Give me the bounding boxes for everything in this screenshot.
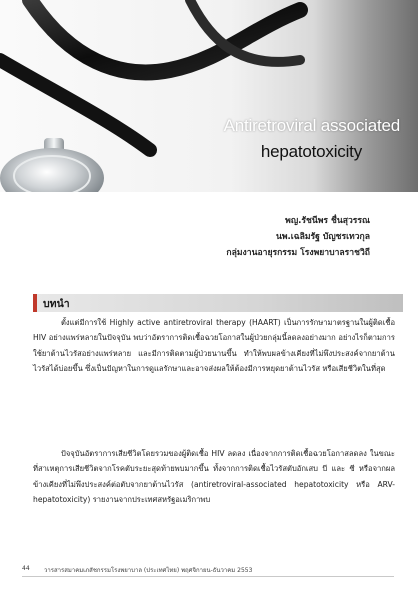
author-name: นพ.เฉลิมรัฐ บัญชรเทวกุล [276,232,370,242]
author-block [226,213,370,261]
section-heading: บทนำ [43,298,70,310]
header-banner [0,0,418,192]
section-heading-bar [33,294,403,312]
page-footer [22,565,394,577]
page-number: 44 [22,565,30,572]
author-name: พญ.รัชนีพร ชื่นสุวรรณ [285,216,370,226]
journal-footer-text: วารสารสมาคมเภสัชกรรมโรงพยาบาล (ประเทศไทย) พฤศจิกายน-ธันวาคม 2553 [44,567,253,574]
footer-divider [22,576,394,577]
article-title-line-2: hepatotoxicity [260,142,362,161]
article-title-line-1: Antiretroviral associated [223,116,400,135]
stethoscope-icon [0,0,418,192]
body-paragraph: ตั้งแต่มีการใช้ Highly active antiretroviral therapy (HAART) เป็นการรักษามาตรฐานในผู้ติดเชื้อ HIV อย่างแพร่หลายในปัจจุบัน พบว่าอัตราการติดเชื้อฉวยโอกาสในผู้ป่วยกลุ่มนี้ลดลงอย่างมาก อย่างไรก็ตามการใช้ยาต้านไวรัสอย่างแพร่หลาย และมีการติดตามผู้ป่วยนานขึ้น ทำให้พบผลข้างเคียงที่ไม่พึงประสงค์จากยาต้านไวรัสได้บ่อยขึ้น ซึ่งเป็นปัญหาในการดูแลรักษาและอาจส่งผลให้ต้องมีการหยุดยาต้านไวรัส หรือเสียชีวิตในที่สุด [33,318,395,373]
body-paragraph: ปัจจุบันอัตราการเสียชีวิตโดยรวมของผู้ติดเชื้อ HIV ลดลง เนื่องจากการติดเชื้อฉวยโอกาสลดลง ในขณะที่สาเหตุการเสียชีวิตจากโรคตับระยะสุดท้ายพบมากขึ้น ทั้งจากการติดเชื้อไวรัสตับอักเสบ บี และ ซี หรือจากผลข้างเคียงที่ไม่พึงประสงค์ต่อตับจากยาต้านไวรัส (antiretroviral-associated hepatotoxicity หรือ ARV-hepatotoxicity) รายงานจากประเทศสหรัฐอเมริกาพบ [33,449,395,504]
author-affiliation: กลุ่มงานอายุรกรรม โรงพยาบาลราชวิถี [226,248,370,258]
section-accent-marker [33,294,37,312]
